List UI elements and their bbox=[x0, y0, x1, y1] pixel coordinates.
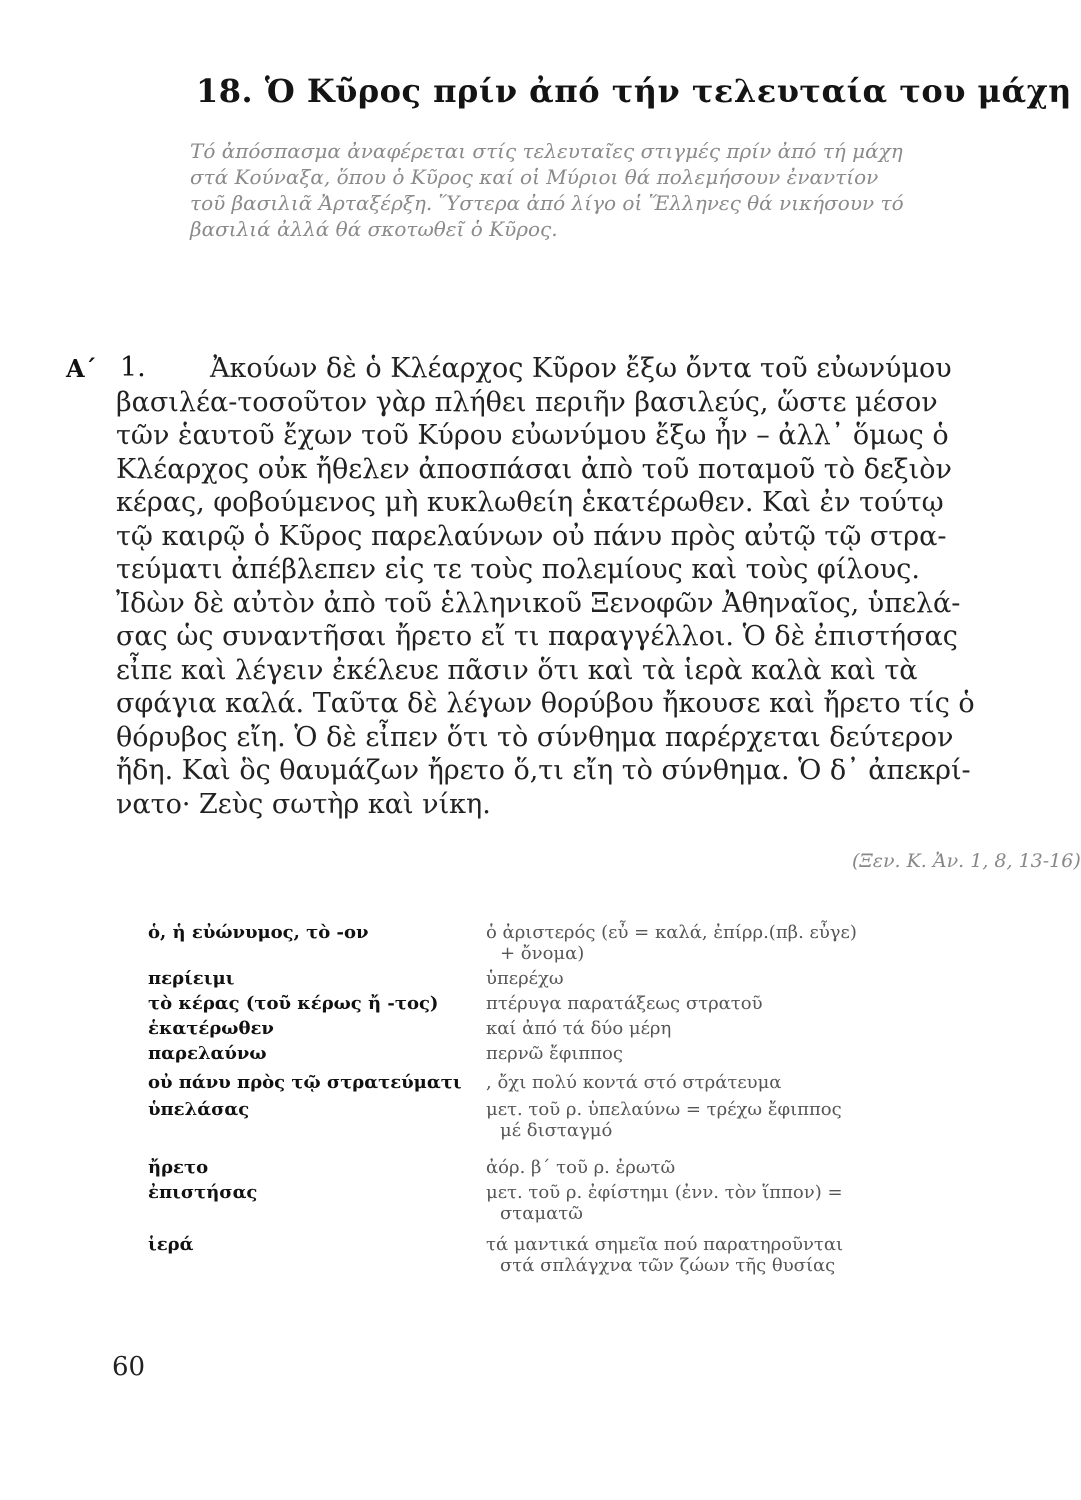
definition-line: μετ. τοῦ ρ. ὑπελαύνω = τρέχω ἔφιππος bbox=[486, 1099, 842, 1120]
passage-line: βασιλέα-τοσοῦτον γὰρ πλήθει περιῆν βασιλεύς, ὥστε μέσον bbox=[116, 386, 938, 418]
passage-line: εἶπε καὶ λέγειν ἐκέλευε πᾶσιν ὅτι καὶ τὰ ἱερὰ καλὰ καὶ τὰ bbox=[116, 654, 918, 686]
definition-line: περνῶ ἔφιππος bbox=[486, 1043, 623, 1064]
passage-line: Ἀκούων δὲ ὁ Κλέαρχος Κῦρον ἔξω ὄντα τοῦ εὐωνύμου bbox=[210, 353, 952, 384]
glossary-row bbox=[148, 968, 1008, 993]
passage-line: τεύματι ἀπέβλεπεν εἰς τε τοὺς πολεμίους καὶ τοὺς φίλους. bbox=[116, 554, 920, 585]
definition-line: τά μαντικά σημεῖα πού παρατηροῦνται bbox=[486, 1234, 844, 1255]
intro-line: στά Κούναξα, ὅπου ὁ Κῦρος καί οἱ Μύριοι θά πολεμήσουν ἐναντίον bbox=[190, 165, 879, 189]
intro-line: Τό ἀπόσπασμα ἀναφέρεται στίς τελευταῖες στιγμές πρίν ἀπό τή μάχη bbox=[190, 139, 903, 163]
glossary-definition bbox=[486, 1072, 956, 1099]
passage-line: σας ὡς συναντῆσαι ἤρετο εἴ τι παραγγέλλοι. Ὁ δὲ ἐπιστήσας bbox=[116, 621, 958, 652]
passage-line: Κλέαρχος οὐκ ἤθελεν ἀποσπάσαι ἀπὸ τοῦ ποταμοῦ τὸ δεξιὸν bbox=[116, 453, 952, 485]
glossary-term: οὐ πάνυ πρὸς τῷ στρατεύματι bbox=[148, 1072, 462, 1093]
section-marker: Α΄ bbox=[66, 354, 97, 383]
glossary-term: ἑκατέρωθεν bbox=[148, 1018, 274, 1039]
glossary-term: περίειμι bbox=[148, 968, 235, 989]
glossary-definition bbox=[486, 993, 956, 1018]
glossary-term: ἐπιστήσας bbox=[148, 1182, 258, 1203]
glossary-term: παρελαύνω bbox=[148, 1043, 267, 1064]
glossary-term: ὁ, ἡ εὐώνυμος, τὸ -ον bbox=[148, 922, 369, 943]
definition-line: ὑπερέχω bbox=[486, 968, 564, 989]
glossary bbox=[148, 922, 1008, 1286]
definition-line: πτέρυγα παρατάξεως στρατοῦ bbox=[486, 993, 763, 1014]
glossary-definition bbox=[486, 1043, 956, 1072]
glossary-term: ἤρετο bbox=[148, 1157, 209, 1178]
intro-line: τοῦ βασιλιᾶ Ἀρταξέρξη. Ὕστερα ἀπό λίγο οἱ Ἕλληνες θά νικήσουν τό bbox=[190, 191, 904, 215]
glossary-definition bbox=[486, 968, 956, 993]
ancient-text-passage bbox=[116, 352, 975, 821]
glossary-definition bbox=[486, 1099, 956, 1157]
definition-line: μέ δισταγμό bbox=[500, 1120, 613, 1141]
glossary-term: ἱερά bbox=[148, 1234, 194, 1255]
glossary-row bbox=[148, 1182, 1008, 1234]
glossary-row bbox=[148, 1099, 1008, 1157]
glossary-definition bbox=[486, 1182, 956, 1234]
passage-line: τῶν ἑαυτοῦ ἔχων τοῦ Κύρου εὐωνύμου ἔξω ἦν – ἀλλ᾽ ὅμως ὁ bbox=[116, 420, 949, 451]
glossary-row bbox=[148, 1234, 1008, 1286]
glossary-definition bbox=[486, 922, 956, 968]
definition-line: + ὄνομα) bbox=[500, 943, 585, 964]
glossary-definition bbox=[486, 1018, 956, 1043]
intro-line: βασιλιά ἀλλά θά σκοτωθεῖ ὁ Κῦρος. bbox=[190, 217, 558, 241]
definition-line: ἀόρ. β΄ τοῦ ρ. ἐρωτῶ bbox=[486, 1157, 676, 1178]
glossary-row bbox=[148, 993, 1008, 1018]
definition-line: ὁ ἀριστερός (εὖ = καλά, ἐπίρρ.(πβ. εὖγε) bbox=[486, 922, 857, 943]
chapter-title: 18. Ὁ Κῦρος πρίν ἀπό τήν τελευταία του μάχη bbox=[196, 72, 1072, 110]
glossary-definition bbox=[486, 1234, 956, 1286]
passage-line: σφάγια καλά. Ταῦτα δὲ λέγων θορύβου ἤκουσε καὶ ἤρετο τίς ὁ bbox=[116, 688, 975, 719]
passage-line: θόρυβος εἴη. Ὁ δὲ εἶπεν ὅτι τὸ σύνθημα παρέρχεται δεύτερον bbox=[116, 721, 954, 753]
glossary-term: ὑπελάσας bbox=[148, 1099, 250, 1120]
glossary-term: τὸ κέρας (τοῦ κέρως ἤ -τος) bbox=[148, 993, 439, 1014]
glossary-row bbox=[148, 1018, 1008, 1043]
definition-line: καί ἀπό τά δύο μέρη bbox=[486, 1018, 672, 1039]
passage-line: τῷ καιρῷ ὁ Κῦρος παρελαύνων οὐ πάνυ πρὸς αὐτῷ τῷ στρα- bbox=[116, 520, 947, 552]
glossary-row bbox=[148, 922, 1008, 968]
definition-line: σταματῶ bbox=[500, 1203, 583, 1224]
paragraph-number: 1. bbox=[120, 352, 146, 383]
glossary-row bbox=[148, 1157, 1008, 1182]
passage-line: νατο· Ζεὺς σωτὴρ καὶ νίκη. bbox=[116, 788, 491, 820]
intro-paragraph bbox=[190, 138, 970, 242]
glossary-row bbox=[148, 1072, 1008, 1099]
definition-line: , ὄχι πολύ κοντά στό στράτευμα bbox=[486, 1072, 782, 1093]
definition-line: στά σπλάγχνα τῶν ζώων τῆς θυσίας bbox=[500, 1255, 836, 1276]
glossary-definition bbox=[486, 1157, 956, 1182]
definition-line: μετ. τοῦ ρ. ἐφίστημι (ἐνν. τὸν ἵππον) = bbox=[486, 1182, 843, 1203]
passage-line: Ἰδὼν δὲ αὐτὸν ἀπὸ τοῦ ἑλληνικοῦ Ξενοφῶν Ἀθηναῖος, ὑπελά- bbox=[116, 587, 961, 619]
passage-line: ἤδη. Καὶ ὃς θαυμάζων ἤρετο ὅ,τι εἴη τὸ σύνθημα. Ὁ δ᾽ ἀπεκρί- bbox=[116, 755, 971, 786]
source-citation: (Ξεν. Κ. Ἀν. 1, 8, 13-16) bbox=[852, 850, 1081, 872]
glossary-row bbox=[148, 1043, 1008, 1072]
passage-line: κέρας, φοβούμενος μὴ κυκλωθείη ἑκατέρωθεν. Καὶ ἐν τούτῳ bbox=[116, 487, 944, 518]
page-number: 60 bbox=[112, 1352, 146, 1382]
